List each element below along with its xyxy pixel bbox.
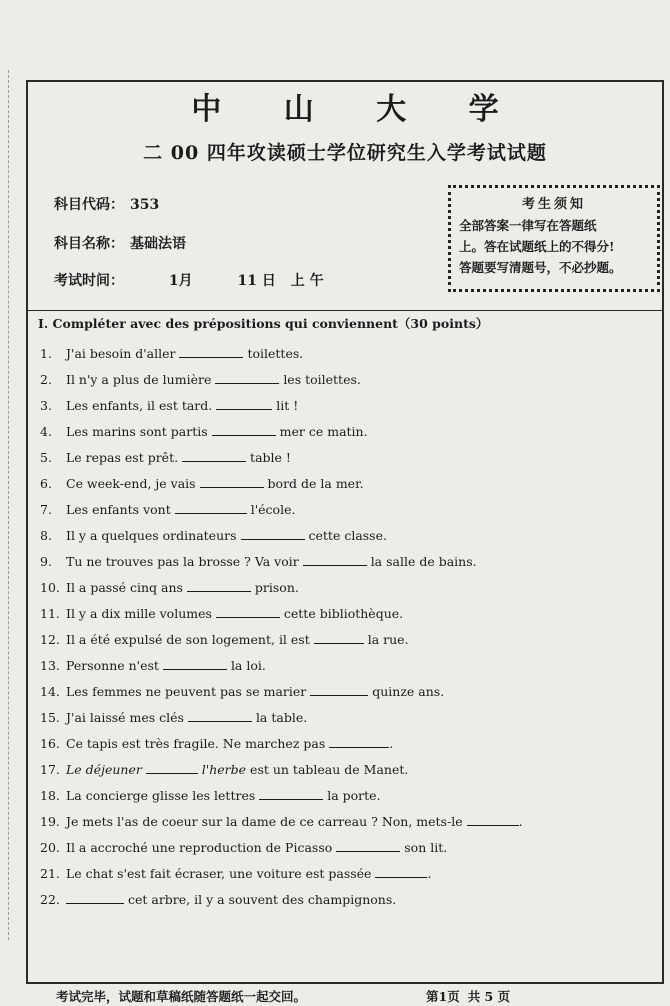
question-text: Ce week-end, je vais: [66, 476, 196, 491]
question-item: [40, 866, 431, 881]
answer-blank: [310, 684, 368, 696]
answer-blank: [467, 814, 519, 826]
question-text: la rue.: [367, 632, 409, 647]
answer-blank: [303, 554, 367, 566]
answer-blank: [187, 580, 251, 592]
university-name: 中 山 大 学: [191, 92, 525, 127]
question-number: 22.: [40, 892, 60, 907]
answer-blank: [216, 606, 280, 618]
question-item: [40, 632, 409, 647]
subject-code-value: 353: [130, 197, 160, 213]
question-number: 12.: [40, 632, 60, 647]
question-number: 20.: [40, 840, 60, 855]
answer-blank: [163, 658, 227, 670]
page-indicator: [426, 987, 518, 1005]
question-text: prison.: [254, 580, 299, 595]
question-item: [40, 606, 403, 621]
question-text: cette bibliothèque.: [283, 606, 404, 621]
question-item: [40, 398, 298, 413]
notice-line: 全部答案一律写在答题纸: [459, 218, 597, 233]
question-text: Les femmes ne peuvent pas se marier: [66, 684, 307, 699]
question-text: Il y a dix mille volumes: [66, 606, 212, 621]
answer-blank: [146, 762, 198, 774]
subject-code-label: 科目代码：: [54, 197, 124, 213]
question-item: [40, 346, 303, 361]
answer-blank: [215, 372, 279, 384]
subject-code-row: [54, 194, 159, 214]
question-text: l'école.: [250, 502, 296, 517]
question-text: Il a été expulsé de son logement, il est: [66, 632, 310, 647]
question-text: .: [389, 736, 394, 751]
question-number: 14.: [40, 684, 60, 699]
answer-blank: [188, 710, 252, 722]
question-text: Personne n'est: [66, 658, 159, 673]
question-item: [40, 736, 393, 751]
question-number: 11.: [40, 606, 60, 621]
section-heading: I. Compléter avec des prépositions qui conviennent（30 points）: [38, 316, 489, 331]
exam-time-month: 1月: [168, 273, 193, 289]
question-text: Les enfants, il est tard.: [66, 398, 213, 413]
question-item: [40, 580, 299, 595]
question-text: toilettes.: [247, 346, 304, 361]
footer-instruction: 考试完毕，试题和草稿纸随答题纸一起交回。: [56, 989, 307, 1004]
page-number: 第1页: [426, 989, 460, 1004]
question-number: 4.: [40, 424, 52, 439]
question-text: Les enfants vont: [66, 502, 171, 517]
exam-header: [28, 82, 662, 311]
question-text: bord de la mer.: [267, 476, 364, 491]
exam-time-day: 11 日: [237, 273, 276, 289]
answer-blank: [175, 502, 247, 514]
question-text: .: [427, 866, 432, 881]
question-item: [40, 372, 361, 387]
notice-line: 答题要写清题号，不必抄题。: [459, 260, 622, 275]
question-text: .: [518, 814, 523, 829]
question-text: la salle de bains.: [370, 554, 477, 569]
question-text: les toilettes.: [283, 372, 361, 387]
exam-time-period: 上 午: [290, 273, 324, 289]
question-text: Il y a quelques ordinateurs: [66, 528, 237, 543]
question-item: [40, 424, 368, 439]
answer-blank: [216, 398, 272, 410]
question-item: [40, 658, 266, 673]
question-number: 5.: [40, 450, 52, 465]
notice-title: 考生须知: [521, 197, 586, 212]
question-text: Le repas est prêt.: [66, 450, 179, 465]
question-number: 13.: [40, 658, 60, 673]
question-item: [40, 892, 396, 907]
question-text: la loi.: [230, 658, 266, 673]
answer-blank: [314, 632, 364, 644]
notice-line: 上。答在试题纸上的不得分!: [459, 239, 615, 254]
question-item: [40, 684, 444, 699]
question-number: 3.: [40, 398, 52, 413]
answer-blank: [200, 476, 264, 488]
question-text: Il a accroché une reproduction de Picasso: [66, 840, 333, 855]
question-text-italic: Le déjeuner: [66, 762, 142, 777]
question-text: Ce tapis est très fragile. Ne marchez pas: [66, 736, 326, 751]
question-text: La concierge glisse les lettres: [66, 788, 256, 803]
answer-blank: [336, 840, 400, 852]
question-text: la porte.: [327, 788, 381, 803]
question-text: mer ce matin.: [279, 424, 368, 439]
answer-blank: [182, 450, 246, 462]
question-item: [40, 502, 295, 517]
answer-blank: [329, 736, 389, 748]
answer-blank: [375, 866, 427, 878]
question-item: [40, 710, 307, 725]
question-text: Il a passé cinq ans: [66, 580, 183, 595]
question-number: 19.: [40, 814, 60, 829]
question-text: lit !: [276, 398, 299, 413]
question-number: 17.: [40, 762, 60, 777]
question-item: [40, 554, 477, 569]
question-number: 10.: [40, 580, 60, 595]
exam-time-row: [54, 270, 324, 290]
question-text: J'ai laissé mes clés: [66, 710, 184, 725]
answer-blank: [241, 528, 305, 540]
question-text: quinze ans.: [372, 684, 445, 699]
question-text: Je mets l'as de coeur sur la dame de ce carreau ? Non, mets-le: [66, 814, 463, 829]
question-text: son lit.: [404, 840, 448, 855]
question-item: [40, 814, 523, 829]
binding-line: [8, 70, 9, 940]
question-item: [40, 450, 291, 465]
subject-name-value: 基础法语: [130, 236, 186, 252]
question-text: est un tableau de Manet.: [250, 762, 409, 777]
exam-paper: [26, 80, 664, 984]
question-text: Les marins sont partis: [66, 424, 208, 439]
question-text: table !: [250, 450, 291, 465]
question-text: cet arbre, il y a souvent des champignons.: [127, 892, 397, 907]
question-item: [40, 788, 381, 803]
question-number: 2.: [40, 372, 52, 387]
question-number: 15.: [40, 710, 60, 725]
question-item: [40, 528, 387, 543]
question-text: Tu ne trouves pas la brosse ? Va voir: [66, 554, 299, 569]
exam-title: 二 00 四年攻读硕士学位研究生入学考试试题: [143, 142, 547, 164]
page-total: 共 5 页: [467, 989, 511, 1004]
subject-name-row: [54, 233, 186, 253]
answer-blank: [179, 346, 243, 358]
question-number: 16.: [40, 736, 60, 751]
question-number: 8.: [40, 528, 52, 543]
question-number: 7.: [40, 502, 52, 517]
question-item: [40, 476, 364, 491]
question-number: 18.: [40, 788, 60, 803]
question-text: Il n'y a plus de lumière: [66, 372, 212, 387]
exam-time-label: 考试时间：: [54, 273, 124, 289]
answer-blank: [259, 788, 323, 800]
answer-blank: [212, 424, 276, 436]
candidate-notice-box: [448, 185, 660, 292]
question-text: cette classe.: [308, 528, 387, 543]
question-number: 21.: [40, 866, 60, 881]
question-item: [40, 840, 447, 855]
question-number: 9.: [40, 554, 52, 569]
answer-blank: [66, 892, 124, 904]
question-item: [40, 762, 408, 777]
question-text-italic: l'herbe: [201, 762, 247, 777]
question-text: la table.: [255, 710, 308, 725]
question-text: J'ai besoin d'aller: [66, 346, 176, 361]
question-text: Le chat s'est fait écraser, une voiture est passée: [66, 866, 372, 881]
question-number: 6.: [40, 476, 52, 491]
question-number: 1.: [40, 346, 52, 361]
subject-name-label: 科目名称：: [54, 236, 124, 252]
